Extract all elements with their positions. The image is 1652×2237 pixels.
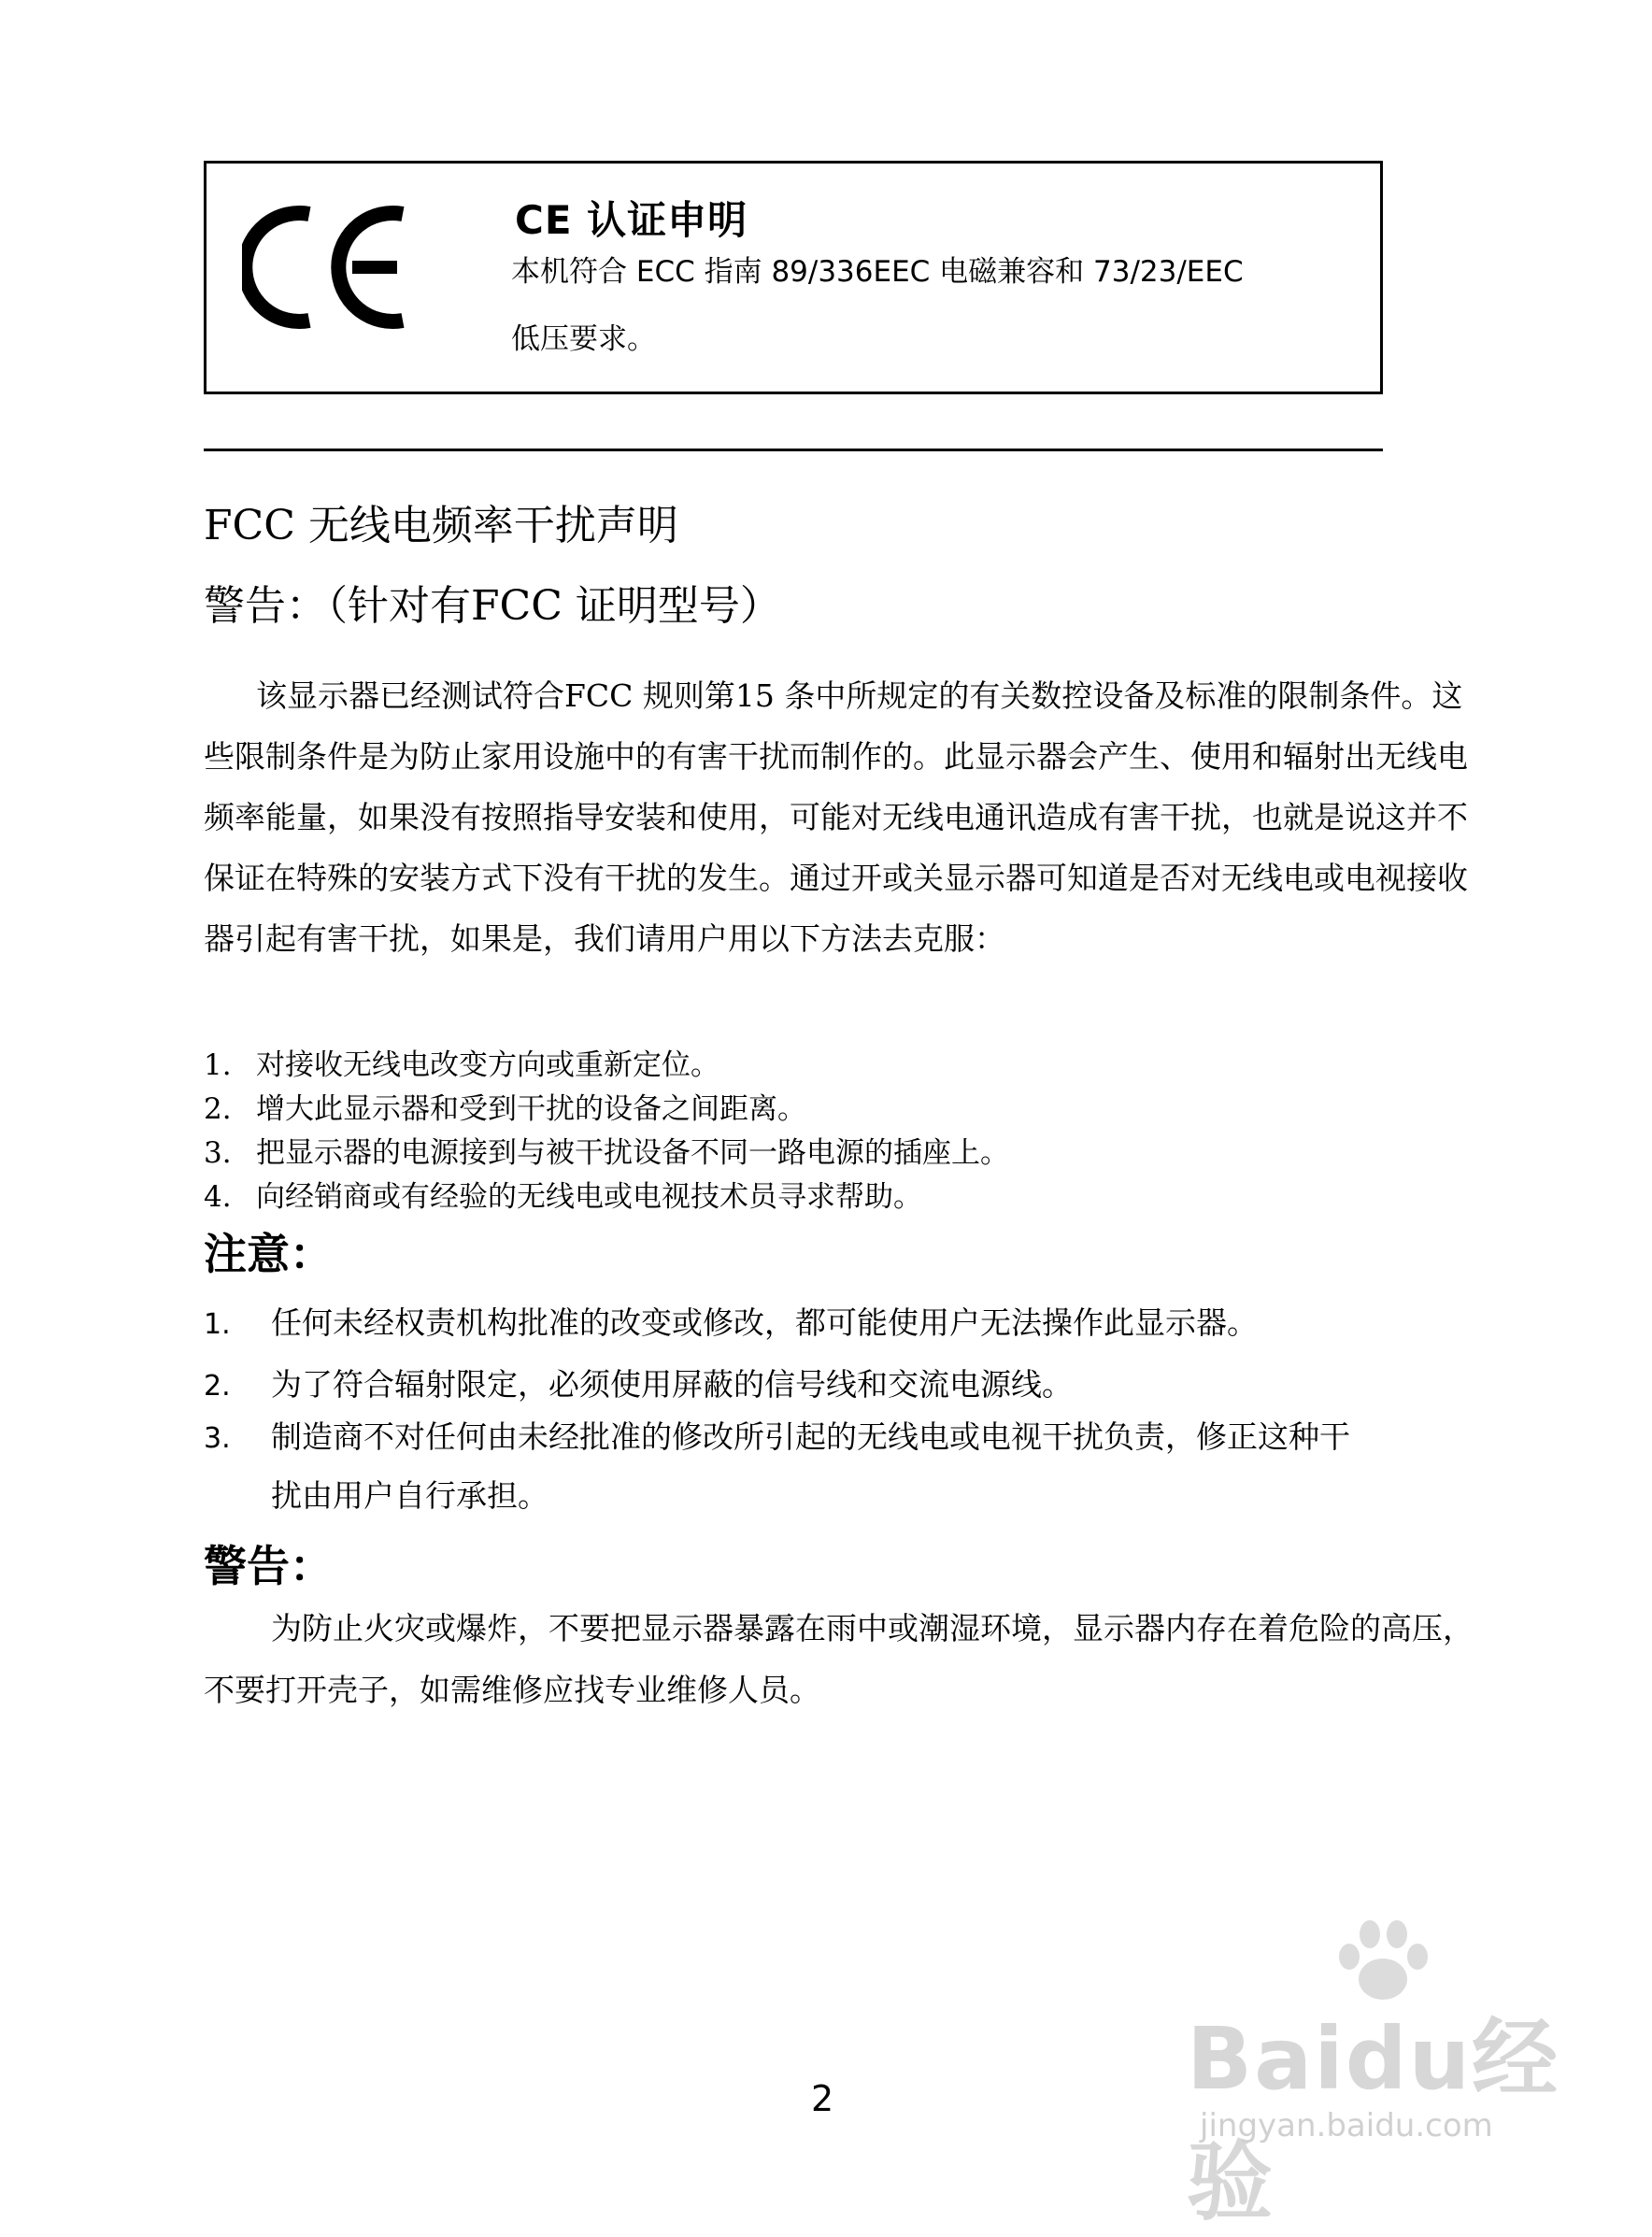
baidu-jingyan-watermark: [1187, 1916, 1579, 2232]
note-text-continuation: 扰由用户自行承担。: [271, 1477, 548, 1514]
fcc-title: FCC 无线电频率干扰声明: [204, 502, 678, 549]
notes-heading: 注意：: [204, 1229, 333, 1279]
section-divider: [204, 449, 1383, 451]
fcc-warning-heading: 警告：（针对有FCC 证明型号）: [204, 582, 781, 630]
remedy-item: [204, 1085, 806, 1127]
ce-text-line-2: 低压要求。: [511, 322, 656, 356]
remedy-text: 向经销商或有经验的无线电或电视技术员寻求帮助。: [256, 1180, 922, 1214]
note-text: 任何未经权责机构批准的改变或修改，都可能使用户无法操作此显示器。: [271, 1304, 1258, 1341]
ce-mark-icon: [242, 197, 420, 337]
remedy-item: [204, 1129, 1009, 1171]
note-text: 为了符合辐射限定，必须使用屏蔽的信号线和交流电源线。: [271, 1366, 1073, 1403]
note-number: 3.: [204, 1422, 231, 1455]
note-item: [204, 1361, 1073, 1404]
warning-heading: 警告：: [204, 1541, 333, 1591]
remedy-number: 2.: [204, 1092, 232, 1126]
remedy-number: 4.: [204, 1180, 232, 1214]
ce-text-line-1: 本机符合 ECC 指南 89/336EEC 电磁兼容和 73/23/EEC: [511, 255, 1244, 289]
note-number: 2.: [204, 1370, 231, 1403]
note-number: 1.: [204, 1308, 231, 1341]
ce-declaration-box: [204, 161, 1383, 394]
remedy-item: [204, 1041, 719, 1083]
note-item: [204, 1413, 1350, 1457]
remedy-text: 把显示器的电源接到与被干扰设备不同一路电源的插座上。: [256, 1136, 1009, 1170]
watermark-url: jingyan.baidu.com: [1200, 2107, 1493, 2144]
ce-title: CE 认证申明: [515, 197, 748, 243]
remedy-text: 对接收无线电改变方向或重新定位。: [256, 1048, 719, 1082]
note-text: 制造商不对任何由未经批准的修改所引起的无线电或电视干扰负责，修正这种干: [271, 1418, 1350, 1455]
fcc-body-paragraph: 该显示器已经测试符合FCC 规则第15 条中所规定的有关数控设备及标准的限制条件。这些限制条件是为防止家用设施中的有害干扰而制作的。此显示器会产生、使用和辐射出无线电频率能量，如果没有按照指导安装和使用，可能对无线电通讯造成有害干扰，也就是说这并不保证在特殊的安装方式下没有干扰的发生。通过开或关显示器可知道是否对无线电或电视接收器引起有害干扰，如果是，我们请用户用以下方法去克服：: [204, 677, 1468, 957]
remedy-text: 增大此显示器和受到干扰的设备之间距离。: [256, 1092, 806, 1126]
remedy-number: 1.: [204, 1048, 232, 1082]
watermark-brand: Baidu经验: [1187, 2009, 1560, 2232]
warning-body-paragraph: 为防止火灾或爆炸，不要把显示器暴露在雨中或潮湿环境，显示器内存在着危险的高压，不要打开壳子，如需维修应找专业维修人员。: [204, 1610, 1474, 1708]
note-item: [204, 1299, 1258, 1343]
page-number: 2: [811, 2078, 834, 2119]
remedy-number: 3.: [204, 1136, 232, 1170]
remedy-item: [204, 1173, 922, 1215]
